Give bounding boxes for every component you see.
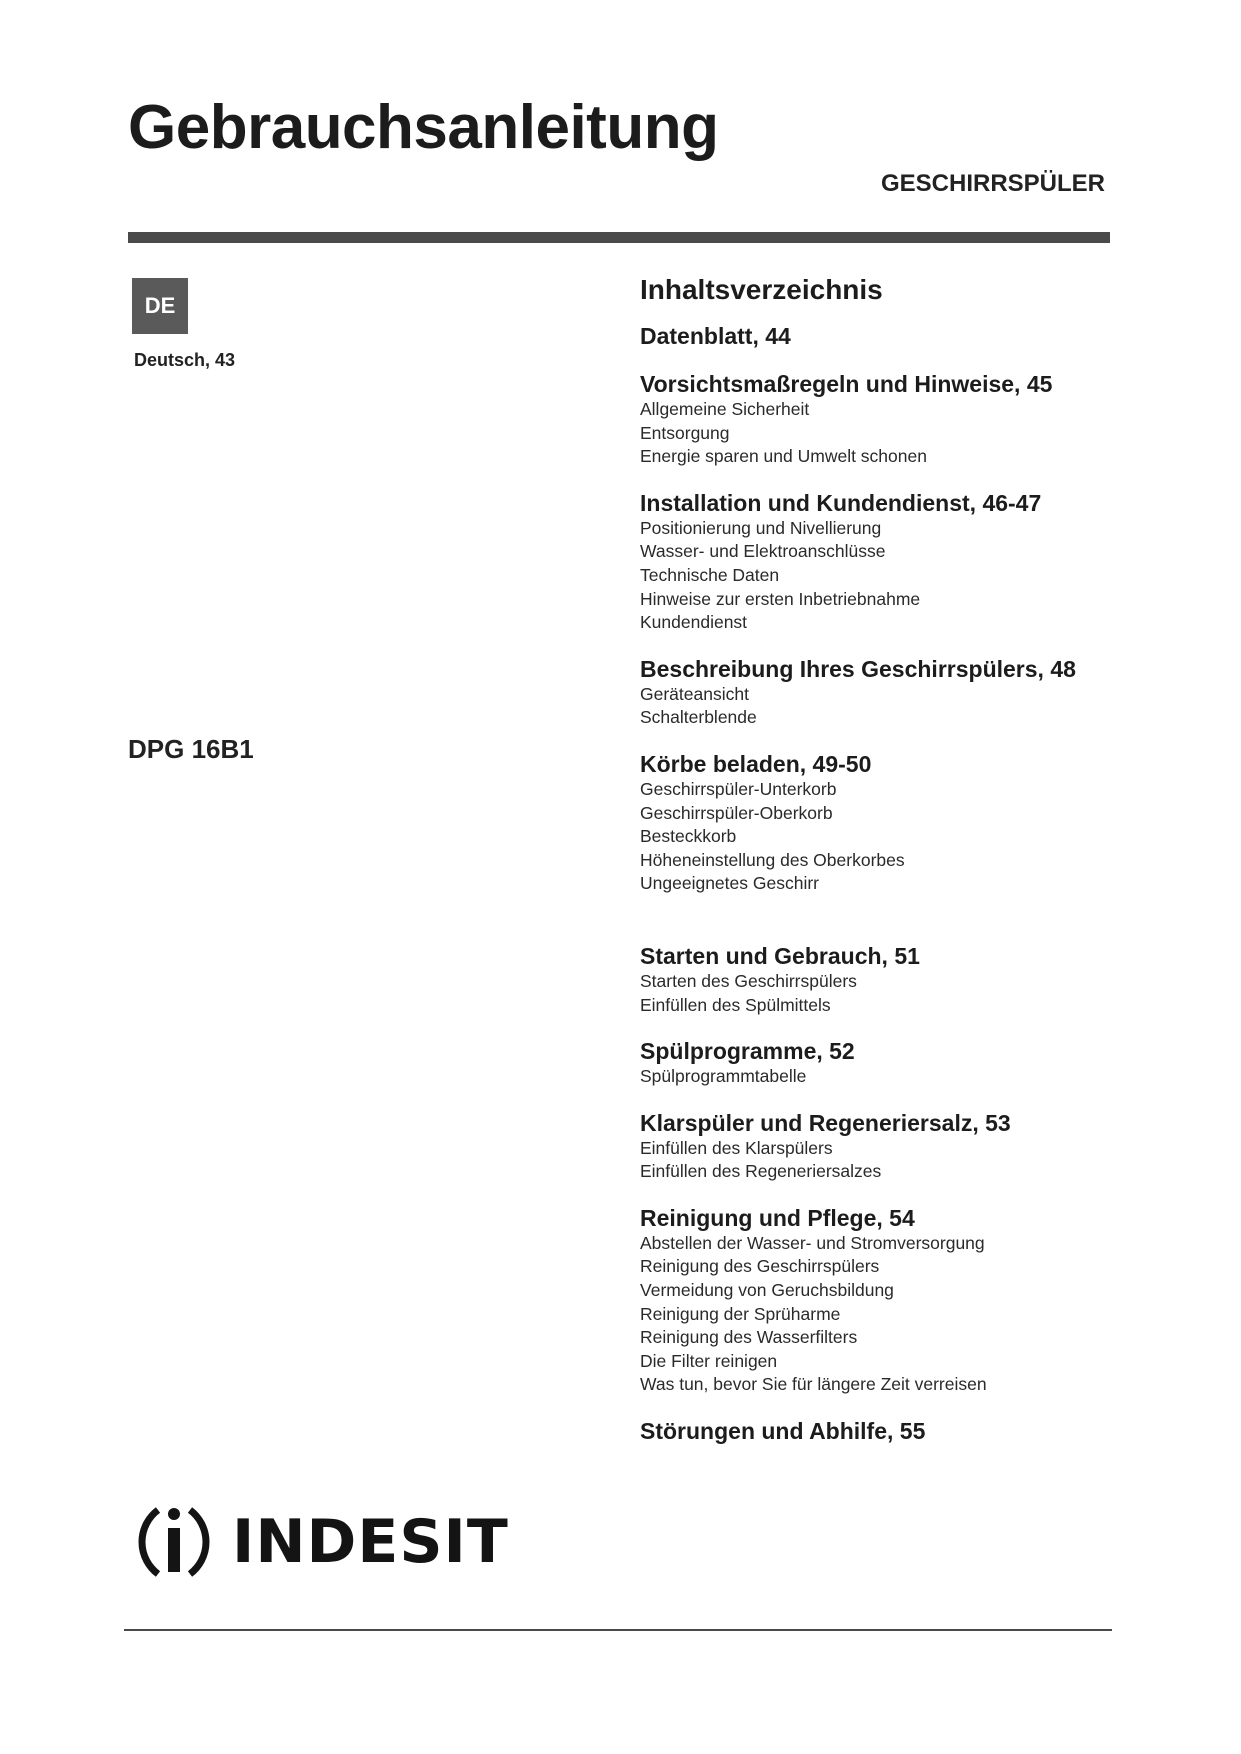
toc-section xyxy=(640,750,1200,896)
toc-section xyxy=(640,942,1200,1017)
toc-section-title: Vorsichtsmaßregeln und Hinweise, 45 xyxy=(640,371,1053,397)
toc-item: Einfüllen des Regeneriersalzes xyxy=(640,1161,882,1182)
toc-section xyxy=(640,1417,1200,1445)
toc-heading: Inhaltsverzeichnis xyxy=(640,274,883,305)
toc-section xyxy=(640,1109,1200,1184)
toc-item: Geschirrspüler-Oberkorb xyxy=(640,802,833,823)
toc-item: Spülprogrammtabelle xyxy=(640,1066,807,1087)
language-label: Deutsch, 43 xyxy=(134,350,236,370)
toc-item: Energie sparen und Umwelt schonen xyxy=(640,446,927,467)
toc-section-title: Spülprogramme, 52 xyxy=(640,1038,855,1065)
toc-item: Entsorgung xyxy=(640,422,730,443)
table-of-contents xyxy=(640,272,1200,1465)
top-divider xyxy=(128,232,1110,243)
toc-item: Ungeeignetes Geschirr xyxy=(640,873,819,894)
bottom-divider xyxy=(124,1629,1112,1631)
toc-item: Was tun, bevor Sie für längere Zeit verreisen xyxy=(640,1374,987,1395)
toc-sections xyxy=(640,322,1200,1445)
toc-section-title: Beschreibung Ihres Geschirrspülers, 48 xyxy=(640,655,1076,682)
toc-item: Abstellen der Wasser- und Stromversorgung xyxy=(640,1232,985,1253)
toc-section-title: Starten und Gebrauch, 51 xyxy=(640,942,920,969)
toc-section xyxy=(640,322,1200,350)
toc-section-title: Störungen und Abhilfe, 55 xyxy=(640,1418,926,1445)
toc-item: Technische Daten xyxy=(640,564,780,585)
toc-item: Reinigung des Geschirrspülers xyxy=(640,1256,880,1277)
toc-section xyxy=(640,489,1200,635)
toc-item: Höheneinstellung des Oberkorbes xyxy=(640,849,905,870)
brand-logo xyxy=(128,1494,509,1590)
model-number: DPG 16B1 xyxy=(128,734,254,764)
toc-item: Wasser- und Elektroanschlüsse xyxy=(640,541,886,562)
manual-title: Gebrauchsanleitung xyxy=(128,93,719,162)
brand-wordmark: INDESIT xyxy=(232,1507,509,1577)
toc-section-title: Reinigung und Pflege, 54 xyxy=(640,1204,915,1231)
toc-section xyxy=(640,1204,1200,1397)
toc-item: Positionierung und Nivellierung xyxy=(640,517,882,538)
toc-item: Schalterblende xyxy=(640,707,757,728)
toc-item: Besteckkorb xyxy=(640,826,737,847)
toc-section-title: Klarspüler und Regeneriersalz, 53 xyxy=(640,1109,1011,1136)
toc-item: Die Filter reinigen xyxy=(640,1350,778,1371)
product-type: GESCHIRRSPÜLER xyxy=(880,170,1105,197)
toc-item: Geschirrspüler-Unterkorb xyxy=(640,778,837,799)
toc-item: Kundendienst xyxy=(640,612,748,633)
toc-item: Vermeidung von Geruchsbildung xyxy=(640,1280,894,1301)
toc-section xyxy=(640,655,1200,730)
toc-section-title: Installation und Kundendienst, 46-47 xyxy=(640,489,1042,516)
indesit-i-icon xyxy=(128,1496,220,1588)
toc-section-title: Datenblatt, 44 xyxy=(640,323,791,349)
toc-item: Reinigung der Sprüharme xyxy=(640,1303,841,1324)
toc-section xyxy=(640,370,1200,469)
language-badge: DE xyxy=(132,278,188,334)
toc-item: Starten des Geschirrspülers xyxy=(640,970,857,991)
toc-item: Reinigung des Wasserfilters xyxy=(640,1327,858,1348)
toc-item: Hinweise zur ersten Inbetriebnahme xyxy=(640,588,921,609)
toc-item: Geräteansicht xyxy=(640,683,749,704)
toc-section-title: Körbe beladen, 49-50 xyxy=(640,750,872,777)
toc-item: Allgemeine Sicherheit xyxy=(640,399,810,419)
toc-section xyxy=(640,1037,1200,1089)
toc-item: Einfüllen des Klarspülers xyxy=(640,1137,833,1158)
toc-item: Einfüllen des Spülmittels xyxy=(640,994,831,1015)
